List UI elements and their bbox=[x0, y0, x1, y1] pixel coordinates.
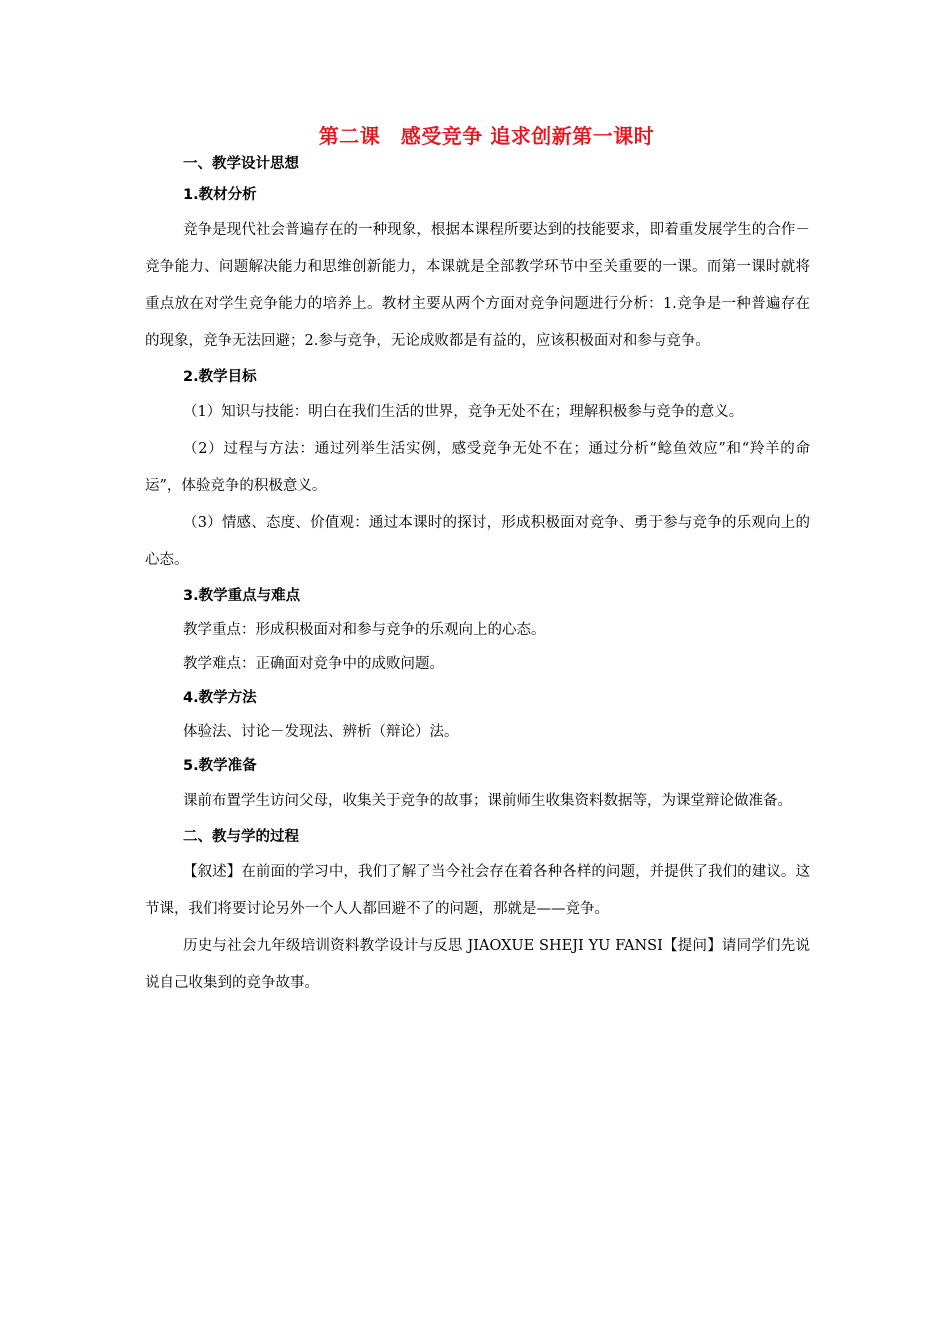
paragraph-goal-process: （2）过程与方法：通过列举生活实例，感受竞争无处不在；通过分析“鲶鱼效应”和“羚羊的命运”，体验竞争的积极意义。 bbox=[145, 441, 810, 494]
paragraph-goal-emotion: （3）情感、态度、价值观：通过本课时的探讨，形成积极面对竞争、勇于参与竞争的乐观向上的心态。 bbox=[145, 515, 810, 568]
text-teaching-methods: 体验法、讨论－发现法、辨析（辩论）法。 bbox=[183, 724, 459, 740]
section-heading-process: 二、教与学的过程 bbox=[183, 829, 299, 845]
document-title: 第二课 感受竞争 追求创新第一课时 bbox=[318, 124, 655, 148]
subheading-key-difficult: 3.教学重点与难点 bbox=[183, 588, 301, 604]
document-page bbox=[145, 122, 810, 1002]
paragraph-teaching-preparation: 课前布置学生访问父母，收集关于竞争的故事；课前师生收集资料数据等，为课堂辩论做准备。 bbox=[183, 793, 792, 809]
paragraph-question: 历史与社会九年级培训资料教学设计与反思 JIAOXUE SHEJI YU FANSI【提问】请同学们先说说自己收集到的竞争故事。 bbox=[145, 938, 810, 991]
paragraph-narration: 【叙述】在前面的学习中，我们了解了当今社会存在着各种各样的问题，并提供了我们的建议。这节课，我们将要讨论另外一个人人都回避不了的问题，那就是——竞争。 bbox=[145, 864, 810, 917]
paragraph-goal-knowledge: （1）知识与技能：明白在我们生活的世界，竞争无处不在；理解积极参与竞争的意义。 bbox=[183, 404, 744, 420]
text-difficult-point: 教学难点：正确面对竞争中的成败问题。 bbox=[183, 656, 444, 672]
subheading-teaching-methods: 4.教学方法 bbox=[183, 690, 257, 706]
section-heading-design-thought: 一、教学设计思想 bbox=[183, 156, 299, 172]
subheading-material-analysis: 1.教材分析 bbox=[183, 187, 257, 203]
subheading-teaching-preparation: 5.教学准备 bbox=[183, 758, 257, 774]
paragraph-material-analysis: 竞争是现代社会普遍存在的一种现象，根据本课程所要达到的技能要求，即着重发展学生的合作－竞争能力、问题解决能力和思维创新能力，本课就是全部教学环节中至关重要的一课。而第一课时就将重点放在对学生竞争能力的培养上。教材主要从两个方面对竞争问题进行分析：1.竞争是一种普遍存在的现象，竞争无法回避；2.参与竞争，无论成败都是有益的，应该积极面对和参与竞争。 bbox=[145, 222, 810, 349]
text-key-point: 教学重点：形成积极面对和参与竞争的乐观向上的心态。 bbox=[183, 622, 546, 638]
subheading-teaching-goals: 2.教学目标 bbox=[183, 369, 257, 385]
